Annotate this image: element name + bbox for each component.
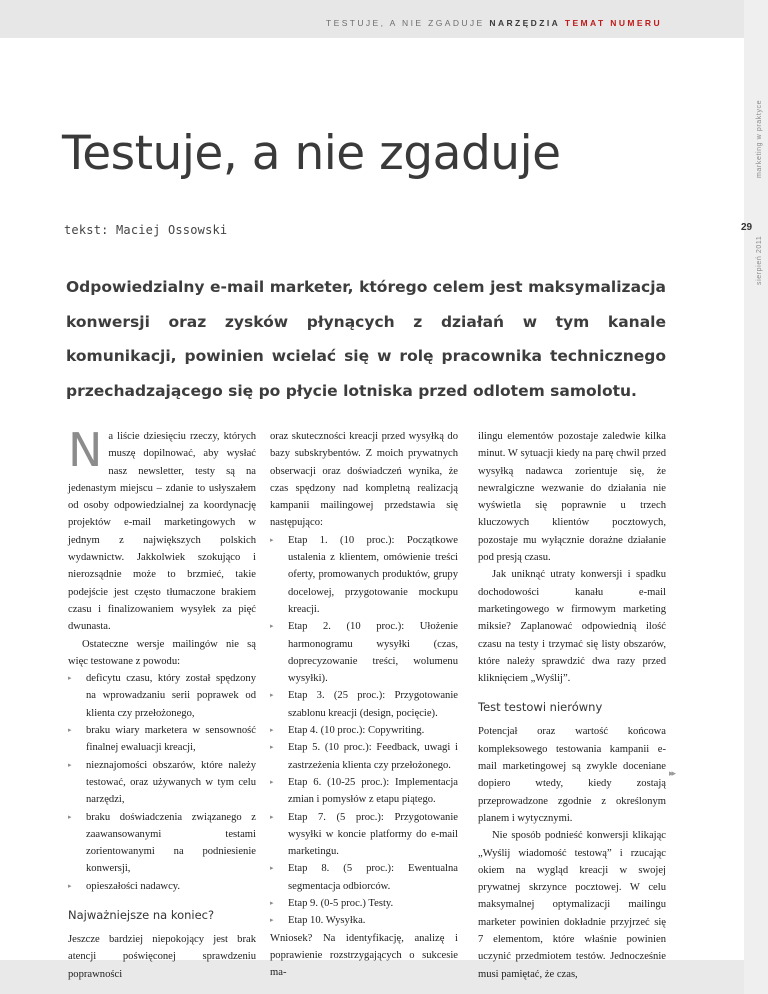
page-number: 29 xyxy=(741,222,753,233)
paragraph: oraz skuteczności kreacji przed wysyłką do bazy subskrybentów. Z moich prywatnych obserwacji oraz doświadczeń wynika, że czas spędzony nad kompletną realizacją kampanii mailingowej przedstawia się następująco: xyxy=(270,431,458,529)
list-item: ▸ deficytu czasu, który został spędzony na wprowadzaniu serii poprawek od klienta czy przełożonego, xyxy=(68,670,256,722)
column-3 xyxy=(478,428,666,983)
list-item: ▸ nieznajomości obszarów, które należy testować, oraz używanych w tym celu narzędzi, xyxy=(68,757,256,809)
running-head-topic: TEMAT NUMERU xyxy=(564,18,662,28)
paragraph: Ostateczne wersje mailingów nie są więc testowane z powodu: xyxy=(68,638,256,667)
list-item: ▸ Etap 6. (10-25 proc.): Implementacja zmian i pomysłów z etapu piątego. xyxy=(270,774,458,809)
list-item: ▸ Etap 2. (10 proc.): Ułożenie harmonogramu wysyłki (czas, doprecyzowanie treści, wolumenu wysyłki). xyxy=(270,618,458,687)
section-heading: Test testowi nierówny xyxy=(478,700,603,715)
paragraph: Jak uniknąć utraty konwersji i spadku dochodowości kanału e-mail marketingowego w firmowym marketing miksie? Zaplanować odpowiednią ilość czasu na testy i trzymać się listy obszarów, które należy sprawdzić dwa razy przed kliknięciem „Wyślij”. xyxy=(478,569,666,685)
paragraph: Jeszcze bardziej niepokojący jest brak atencji poświęconej sprawdzeniu poprawności xyxy=(68,934,256,980)
list-item: ▸ Etap 1. (10 proc.): Początkowe ustalenia z klientem, omówienie treści oferty, promowanych produktów, grupy docelowej, przygotowanie mockupu kreacji. xyxy=(270,532,458,618)
drop-cap: N xyxy=(68,423,103,477)
issue-date: sierpień 2011 xyxy=(756,235,763,285)
running-head-section: TESTUJE, A NIE ZGADUJE xyxy=(326,18,485,28)
paragraph xyxy=(68,423,256,636)
column-2 xyxy=(270,428,458,982)
running-head xyxy=(326,18,662,28)
list-item: ▸ braku doświadczenia związanego z zaawansowanymi testami zorientowanymi na podniesienie konwersji, xyxy=(68,809,256,878)
list-item: ▸ Etap 10. Wysyłka. xyxy=(270,912,458,929)
paragraph-text: a liście dziesięciu rzeczy, których muszę dopilnować, aby wysłać nasz newsletter, testy są na jedenastym miejscu – zdanie to usłyszałem od osoby odpowiedzialnej za koordynację projektów e-mail marketingowych w jednym z największych polskich wydawnictw. Jakkolwiek szokująco i nierozsądnie może to brzmieć, takie podejście jest często tłumaczone brakiem czasu i finalizowaniem wysyłek za pięć dwunasta. xyxy=(68,431,256,633)
magazine-name: marketing w praktyce xyxy=(756,99,763,178)
stage-list xyxy=(270,532,458,930)
list-item: ▸ Etap 4. (10 proc.): Copywriting. xyxy=(270,722,458,739)
list-item: ▸ opieszałości nadawcy. xyxy=(68,878,256,895)
list-item: ▸ braku wiary marketera w sensowność finalnej ewaluacji kreacji, xyxy=(68,722,256,757)
article-lead: Odpowiedzialny e-mail marketer, którego celem jest maksymalizacja konwersji oraz zysków płynących z działań w tym kanale komunikacji, powinien wcielać się w rolę pracownika technicznego przechadzającego się po płycie lotniska przed odlotem samolotu. xyxy=(66,278,666,400)
paragraph: Wniosek? Na identyfikację, analizę i poprawienie rozstrzygających o sukcesie ma- xyxy=(270,932,458,979)
list-item: ▸ Etap 7. (5 proc.): Przygotowanie wysyłki w koncie platformy do e-mail marketingu. xyxy=(270,809,458,861)
list-item: ▸ Etap 9. (0-5 proc.) Testy. xyxy=(270,895,458,912)
article-byline: tekst: Maciej Ossowski xyxy=(64,223,228,237)
list-item: ▸ Etap 3. (25 proc.): Przygotowanie szablonu kreacji (design, pocięcie). xyxy=(270,687,458,722)
list-item: ▸ Etap 5. (10 proc.): Feedback, uwagi i zastrzeżenia klienta czy przełożonego. xyxy=(270,739,458,774)
running-head-category: NARZĘDZIA xyxy=(489,18,561,28)
continue-arrow-icon: ▸▸ xyxy=(669,768,675,778)
section-heading: Najważniejsze na koniec? xyxy=(68,908,215,923)
list-item: ▸ Etap 8. (5 proc.): Ewentualna segmentacja odbiorców. xyxy=(270,860,458,895)
reason-list xyxy=(68,670,256,895)
paragraph: ilingu elementów pozostaje zaledwie kilka minut. W sytuacji kiedy na parę chwil przed wysyłką nadawca zorientuje się, że newralgiczne wezwanie do działania nie wyświetla się poprawnie u trzech kluczowych klientów pocztowych, pozostaje mu wyłącznie dorażne działanie pod presją czasu. xyxy=(478,431,666,564)
article-title: Testuje, a nie zgaduje xyxy=(62,126,561,181)
column-1 xyxy=(68,423,256,983)
paragraph: Potencjał oraz wartość końcowa kompleksowego testowania kampanii e-mail marketingowej są zwykle doceniane dopiero wtedy, kiedy zostają przeprowadzone zgodnie z określonym planem i wytycznymi. xyxy=(478,726,666,824)
paragraph: Nie sposób podnieść konwersji klikając „Wyślij wiadomość testową” i rzucając okiem na wygląd kreacji w swojej prywatnej skrzynce pocztowej. W celu maksymalnej optymalizacji mailingu marketer powinien dokładnie przyjrzeć się 7 elementom, które właśnie powinien uczynić przedmiotem testów. Jednocześnie musi pamiętać, że czas, xyxy=(478,830,666,980)
